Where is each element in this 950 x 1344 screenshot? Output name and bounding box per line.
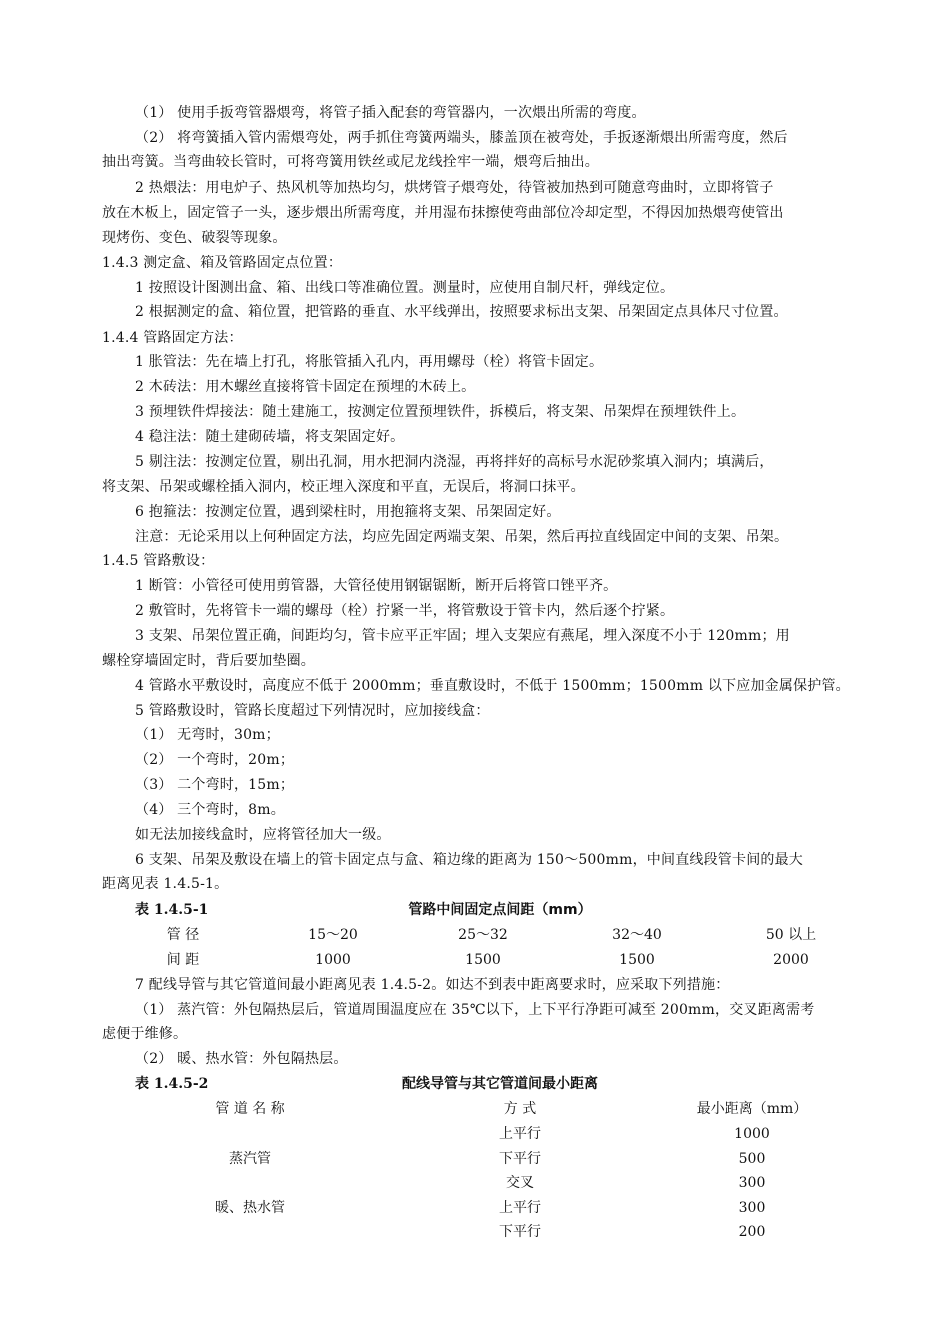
list-item: （1） 无弯时，30m； <box>135 727 280 743</box>
paragraph-line: 2 热煨法：用电炉子、热风机等加热均匀，烘烤管子煨弯处，待管被加热到可随意弯曲时，立即将管子 <box>135 180 774 196</box>
table-title: 管路中间固定点间距（mm） <box>408 902 592 918</box>
table-cell-method: 交叉 <box>506 1175 534 1191</box>
paragraph-line: （1） 使用手扳弯管器煨弯，将管子插入配套的弯管器内，一次煨出所需的弯度。 <box>135 105 646 121</box>
paragraph-line: 4 管路水平敷设时，高度应不低于 2000mm；垂直敷设时，不低于 1500mm；1500mm 以下应加金属保护管。 <box>135 678 850 694</box>
paragraph-line: 2 敷管时，先将管卡一端的螺母（栓）拧紧一半，将管敷设于管卡内，然后逐个拧紧。 <box>135 603 675 619</box>
table-cell-method: 下平行 <box>499 1151 541 1167</box>
table-title: 配线导管与其它管道间最小距离 <box>402 1076 598 1092</box>
section-heading: 1.4.3 测定盒、箱及管路固定点位置： <box>102 255 343 271</box>
paragraph-line: 1 胀管法：先在墙上打孔，将胀管插入孔内，再用螺母（栓）将管卡固定。 <box>135 354 604 370</box>
paragraph-line: 现烤伤、变色、破裂等现象。 <box>102 230 287 246</box>
paragraph-line: 2 根据测定的盒、箱位置，把管路的垂直、水平线弹出，按照要求标出支架、吊架固定点具体尺寸位置。 <box>135 304 788 320</box>
table-header-cell: 50 以上 <box>765 927 817 943</box>
table-header-cell: 管 径 <box>166 927 200 943</box>
table-cell-distance: 1000 <box>734 1126 770 1142</box>
table-cell: 1500 <box>619 952 655 968</box>
table-header-cell: 15～20 <box>308 927 358 943</box>
table-number: 表 1.4.5-1 <box>135 902 209 918</box>
list-item: （2） 一个弯时，20m； <box>135 752 295 768</box>
paragraph-line: 虑便于维修。 <box>102 1026 188 1042</box>
table-header-cell: 方 式 <box>503 1101 537 1117</box>
section-heading: 1.4.4 管路固定方法： <box>102 330 243 346</box>
table-header-cell: 32～40 <box>612 927 662 943</box>
paragraph-line: 如无法加接线盒时，应将管径加大一级。 <box>135 827 391 843</box>
paragraph-line: 1 断管：小管径可使用剪管器，大管径使用钢锯锯断，断开后将管口锉平齐。 <box>135 578 618 594</box>
table-cell-distance: 300 <box>738 1200 766 1216</box>
paragraph-line: （1） 蒸汽管：外包隔热层后，管道周围温度应在 35℃以下，上下平行净距可减至 200mm，交叉距离需考 <box>135 1002 815 1018</box>
list-item: （4） 三个弯时，8m。 <box>135 802 285 818</box>
table-number: 表 1.4.5-2 <box>135 1076 209 1092</box>
paragraph-line: 1 按照设计图测出盒、箱、出线口等准确位置。测量时，应使用自制尺杆，弹线定位。 <box>135 280 675 296</box>
paragraph-line: 5 剔注法：按测定位置，剔出孔洞，用水把洞内浇湿，再将拌好的高标号水泥砂浆填入洞内；填满后， <box>135 454 774 470</box>
table-cell: 2000 <box>773 952 809 968</box>
paragraph-line: 抽出弯簧。当弯曲较长管时，可将弯簧用铁丝或尼龙线拴牢一端，煨弯后抽出。 <box>102 154 599 170</box>
table-cell-pipe-name: 蒸汽管 <box>229 1151 271 1167</box>
table-cell: 间 距 <box>166 952 200 968</box>
paragraph-line: （2） 将弯簧插入管内需煨弯处，两手抓住弯簧两端头，膝盖顶在被弯处，手扳逐渐煨出所需弯度，然后 <box>135 130 788 146</box>
paragraph-line: 距离见表 1.4.5-1。 <box>102 876 229 892</box>
paragraph-line: 螺栓穿墙固定时，背后要加垫圈。 <box>102 653 315 669</box>
paragraph-line: 放在木板上，固定管子一头，逐步煨出所需弯度，并用湿布抹擦使弯曲部位冷却定型，不得因加热煨弯使管出 <box>102 205 784 221</box>
table-cell-pipe-name: 暖、热水管 <box>215 1200 285 1216</box>
table-cell-distance: 500 <box>738 1151 766 1167</box>
paragraph-line: 6 抱箍法：按测定位置，遇到梁柱时，用抱箍将支架、吊架固定好。 <box>135 504 561 520</box>
paragraph-line: 5 管路敷设时，管路长度超过下列情况时，应加接线盒： <box>135 703 490 719</box>
table-cell-method: 上平行 <box>499 1200 541 1216</box>
table-cell: 1500 <box>465 952 501 968</box>
paragraph-line: 4 稳注法：随土建砌砖墙，将支架固定好。 <box>135 429 405 445</box>
table-cell-method: 上平行 <box>499 1126 541 1142</box>
table-cell-distance: 300 <box>738 1175 766 1191</box>
section-heading: 1.4.5 管路敷设： <box>102 553 215 569</box>
paragraph-line: 3 支架、吊架位置正确，间距均匀，管卡应平正牢固；埋入支架应有燕尾，埋入深度不小于 120mm；用 <box>135 628 790 644</box>
paragraph-line: （2） 暖、热水管：外包隔热层。 <box>135 1051 348 1067</box>
paragraph-line: 2 木砖法：用木螺丝直接将管卡固定在预埋的木砖上。 <box>135 379 476 395</box>
paragraph-line: 7 配线导管与其它管道间最小距离见表 1.4.5-2。如达不到表中距离要求时，应采取下列措施： <box>135 977 730 993</box>
table-cell-method: 下平行 <box>499 1224 541 1240</box>
table-header-cell: 25～32 <box>458 927 508 943</box>
paragraph-line: 将支架、吊架或螺栓插入洞内，校正埋入深度和平直，无误后，将洞口抹平。 <box>102 479 585 495</box>
table-cell: 1000 <box>315 952 351 968</box>
list-item: （3） 二个弯时，15m； <box>135 777 295 793</box>
table-cell-distance: 200 <box>738 1224 766 1240</box>
paragraph-line: 3 预埋铁件焊接法：随土建施工，按测定位置预埋铁件，拆模后，将支架、吊架焊在预埋铁件上。 <box>135 404 746 420</box>
table-header-cell: 管 道 名 称 <box>215 1101 285 1117</box>
note-line: 注意：无论采用以上何种固定方法，均应先固定两端支架、吊架，然后再拉直线固定中间的支架、吊架。 <box>135 529 789 545</box>
table-header-cell: 最小距离（mm） <box>696 1101 808 1117</box>
paragraph-line: 6 支架、吊架及敷设在墙上的管卡固定点与盒、箱边缘的距离为 150～500mm，中间直线段管卡间的最大 <box>135 852 803 868</box>
